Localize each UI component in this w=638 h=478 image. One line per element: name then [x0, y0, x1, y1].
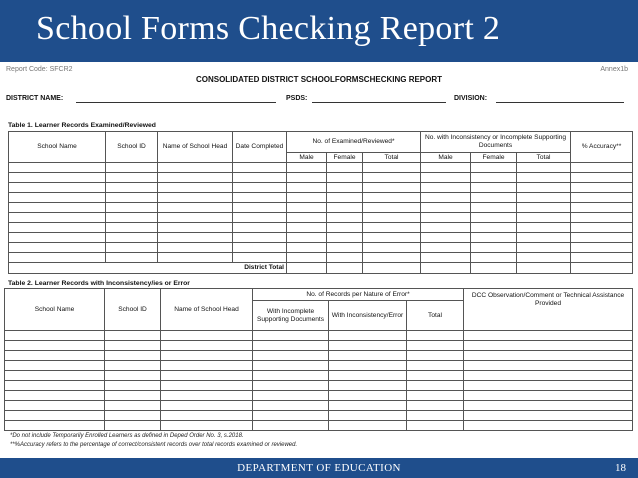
table-cell[interactable] — [571, 173, 633, 183]
table-row — [5, 351, 633, 361]
table-cell[interactable] — [329, 331, 407, 341]
table-cell[interactable] — [421, 223, 471, 233]
district-name-label: DISTRICT NAME: — [6, 95, 64, 102]
table-row — [5, 331, 633, 341]
table-cell[interactable] — [571, 233, 633, 243]
district-total-cell[interactable] — [327, 263, 363, 274]
table-row — [5, 371, 633, 381]
table-cell[interactable] — [253, 401, 329, 411]
table-cell[interactable] — [158, 233, 233, 243]
table-cell[interactable] — [106, 183, 158, 193]
table-cell[interactable] — [464, 361, 633, 371]
t2-header-school-name: School Name — [5, 289, 105, 331]
table-cell[interactable] — [329, 351, 407, 361]
table-cell[interactable] — [571, 223, 633, 233]
table-cell[interactable] — [158, 193, 233, 203]
table-cell[interactable] — [106, 213, 158, 223]
table-cell[interactable] — [471, 183, 517, 193]
table-cell[interactable] — [407, 341, 464, 351]
table-cell[interactable] — [421, 193, 471, 203]
table-cell[interactable] — [517, 233, 571, 243]
t1-header-examined: No. of Examined/Reviewed* — [287, 132, 421, 153]
table-cell[interactable] — [363, 253, 421, 263]
table-cell[interactable] — [327, 183, 363, 193]
table-cell[interactable] — [327, 173, 363, 183]
table-cell[interactable] — [9, 233, 106, 243]
table-row — [5, 361, 633, 371]
table-cell[interactable] — [158, 223, 233, 233]
table-row — [5, 381, 633, 391]
t1-header-female: Female — [471, 153, 517, 163]
table-cell[interactable] — [9, 173, 106, 183]
table-cell[interactable] — [9, 213, 106, 223]
table-row — [9, 213, 633, 223]
table-cell[interactable] — [571, 253, 633, 263]
table-row — [9, 163, 633, 173]
table-cell[interactable] — [421, 163, 471, 173]
table-cell[interactable] — [287, 233, 327, 243]
table-cell[interactable] — [9, 203, 106, 213]
table-cell[interactable] — [363, 193, 421, 203]
page-number: 18 — [615, 462, 626, 474]
table-cell[interactable] — [471, 213, 517, 223]
table-cell[interactable] — [464, 371, 633, 381]
table-cell[interactable] — [363, 213, 421, 223]
table-cell[interactable] — [363, 173, 421, 183]
table-row — [9, 223, 633, 233]
table-cell[interactable] — [327, 213, 363, 223]
table1-body — [9, 163, 633, 263]
table-cell[interactable] — [287, 253, 327, 263]
table-cell[interactable] — [471, 223, 517, 233]
slide-footer — [0, 458, 638, 478]
report-code: Report Code: SFCR2 — [6, 66, 73, 73]
table-cell[interactable] — [571, 243, 633, 253]
table-cell[interactable] — [407, 351, 464, 361]
t1-header-school-head: Name of School Head — [158, 132, 233, 163]
table-cell[interactable] — [287, 203, 327, 213]
table-cell[interactable] — [161, 341, 253, 351]
table-row — [9, 173, 633, 183]
table-cell[interactable] — [287, 223, 327, 233]
table-cell[interactable] — [158, 253, 233, 263]
table-cell[interactable] — [253, 381, 329, 391]
t1-header-male: Male — [421, 153, 471, 163]
table-cell[interactable] — [253, 361, 329, 371]
table-cell[interactable] — [517, 253, 571, 263]
table-cell[interactable] — [253, 391, 329, 401]
table-cell[interactable] — [287, 193, 327, 203]
table-cell[interactable] — [517, 213, 571, 223]
district-total-cell[interactable] — [287, 263, 327, 274]
table-cell[interactable] — [517, 183, 571, 193]
psds-line — [312, 102, 446, 103]
table-cell[interactable] — [5, 351, 105, 361]
table-cell[interactable] — [233, 233, 287, 243]
table-cell[interactable] — [5, 411, 105, 421]
table-row — [9, 193, 633, 203]
table-cell[interactable] — [407, 381, 464, 391]
table-cell[interactable] — [5, 391, 105, 401]
table-cell[interactable] — [471, 243, 517, 253]
table-cell[interactable] — [407, 421, 464, 431]
t1-header-total: Total — [517, 153, 571, 163]
table-cell[interactable] — [106, 173, 158, 183]
t1-header-school-name: School Name — [9, 132, 106, 163]
table-cell[interactable] — [105, 371, 161, 381]
table-cell[interactable] — [407, 371, 464, 381]
table-cell[interactable] — [407, 401, 464, 411]
table-cell[interactable] — [517, 243, 571, 253]
table-cell[interactable] — [571, 213, 633, 223]
table-cell[interactable] — [421, 203, 471, 213]
district-total-cell[interactable] — [421, 263, 471, 274]
table-cell[interactable] — [5, 361, 105, 371]
table-cell[interactable] — [407, 411, 464, 421]
table-cell[interactable] — [253, 351, 329, 361]
table-cell[interactable] — [571, 193, 633, 203]
table-cell[interactable] — [471, 163, 517, 173]
table-cell[interactable] — [517, 223, 571, 233]
table-cell[interactable] — [329, 411, 407, 421]
table-cell[interactable] — [161, 391, 253, 401]
table-cell[interactable] — [327, 223, 363, 233]
table-cell[interactable] — [5, 371, 105, 381]
table-cell[interactable] — [161, 421, 253, 431]
footer-department: DEPARTMENT OF EDUCATION — [237, 462, 401, 474]
table-cell[interactable] — [158, 243, 233, 253]
table-cell[interactable] — [363, 223, 421, 233]
table-cell[interactable] — [329, 421, 407, 431]
table-cell[interactable] — [517, 163, 571, 173]
table-cell[interactable] — [9, 243, 106, 253]
table-cell[interactable] — [106, 193, 158, 203]
t2-header-incomplete-docs: With Incomplete Supporting Documents — [253, 301, 329, 331]
table-cell[interactable] — [161, 401, 253, 411]
table-cell[interactable] — [253, 331, 329, 341]
table2-body — [5, 331, 633, 431]
t2-header-total: Total — [407, 301, 464, 331]
table-cell[interactable] — [105, 351, 161, 361]
table-cell[interactable] — [233, 173, 287, 183]
table-cell[interactable] — [471, 173, 517, 183]
table-cell[interactable] — [253, 421, 329, 431]
table-cell[interactable] — [464, 411, 633, 421]
table-cell[interactable] — [9, 223, 106, 233]
table-cell[interactable] — [329, 371, 407, 381]
table-cell[interactable] — [464, 381, 633, 391]
table-cell[interactable] — [233, 253, 287, 263]
table-row — [9, 183, 633, 193]
table-cell[interactable] — [407, 331, 464, 341]
t1-header-accuracy: % Accuracy** — [571, 132, 633, 163]
table-cell[interactable] — [327, 243, 363, 253]
slide-title-bar — [0, 0, 638, 62]
table-row — [5, 411, 633, 421]
footnote-2: **%Accuracy refers to the percentage of correct/consistent records over total records examined or reviewed. — [10, 442, 298, 448]
table-cell[interactable] — [106, 243, 158, 253]
table-cell[interactable] — [464, 351, 633, 361]
table-cell[interactable] — [327, 253, 363, 263]
table-row — [9, 233, 633, 243]
district-total-cell[interactable] — [471, 263, 517, 274]
table-cell[interactable] — [421, 243, 471, 253]
t2-header-school-head: Name of School Head — [161, 289, 253, 331]
t1-header-total: Total — [363, 153, 421, 163]
table-cell[interactable] — [5, 341, 105, 351]
table-cell[interactable] — [363, 243, 421, 253]
table-cell[interactable] — [233, 243, 287, 253]
table-cell[interactable] — [105, 401, 161, 411]
table-cell[interactable] — [517, 193, 571, 203]
table-cell[interactable] — [253, 371, 329, 381]
table-cell[interactable] — [421, 173, 471, 183]
division-label: DIVISION: — [454, 95, 488, 102]
table-cell[interactable] — [407, 361, 464, 371]
t1-header-male: Male — [287, 153, 327, 163]
table-cell[interactable] — [517, 173, 571, 183]
table-row — [5, 421, 633, 431]
table-cell[interactable] — [105, 391, 161, 401]
table-cell[interactable] — [327, 193, 363, 203]
slide-title: School Forms Checking Report 2 — [36, 10, 501, 47]
table-cell[interactable] — [464, 391, 633, 401]
t2-header-school-id: School ID — [105, 289, 161, 331]
table-cell[interactable] — [105, 331, 161, 341]
table-cell[interactable] — [233, 163, 287, 173]
table-row — [9, 253, 633, 263]
table-cell[interactable] — [421, 213, 471, 223]
table-cell[interactable] — [363, 203, 421, 213]
t1-header-female: Female — [327, 153, 363, 163]
table-cell[interactable] — [233, 223, 287, 233]
table-cell[interactable] — [287, 213, 327, 223]
table2 — [4, 288, 633, 431]
table-cell[interactable] — [5, 331, 105, 341]
table-cell[interactable] — [329, 391, 407, 401]
table-cell[interactable] — [471, 203, 517, 213]
table-cell[interactable] — [363, 163, 421, 173]
footnote-1: *Do not include Temporarily Enrolled Learners as defined in Deped Order No. 3, s.2018. — [10, 433, 244, 439]
district-total-label: District Total — [9, 263, 287, 274]
t2-header-dcc: DCC Observation/Comment or Technical Assistance Provided — [464, 289, 633, 331]
table1-label: Table 1. Learner Records Examined/Reviewed — [8, 122, 156, 129]
table-cell[interactable] — [287, 183, 327, 193]
table-cell[interactable] — [9, 183, 106, 193]
table-cell[interactable] — [161, 351, 253, 361]
table-cell[interactable] — [464, 341, 633, 351]
table-cell[interactable] — [161, 331, 253, 341]
table-row — [5, 341, 633, 351]
table-cell[interactable] — [9, 163, 106, 173]
table-cell[interactable] — [105, 381, 161, 391]
table-cell[interactable] — [363, 233, 421, 243]
table-cell[interactable] — [161, 361, 253, 371]
table-cell[interactable] — [158, 203, 233, 213]
table-cell[interactable] — [106, 233, 158, 243]
table-cell[interactable] — [105, 411, 161, 421]
table-cell[interactable] — [571, 163, 633, 173]
table-cell[interactable] — [464, 331, 633, 341]
table-cell[interactable] — [287, 163, 327, 173]
t2-header-nature-of-error: No. of Records per Nature of Error* — [253, 289, 464, 301]
district-name-line — [76, 102, 276, 103]
table-cell[interactable] — [233, 193, 287, 203]
table-cell[interactable] — [471, 253, 517, 263]
table-row — [5, 401, 633, 411]
t1-header-school-id: School ID — [106, 132, 158, 163]
table-cell[interactable] — [329, 341, 407, 351]
table-cell[interactable] — [158, 163, 233, 173]
table-cell[interactable] — [329, 401, 407, 411]
table-cell[interactable] — [329, 381, 407, 391]
psds-label: PSDS: — [286, 95, 308, 102]
table-cell[interactable] — [421, 233, 471, 243]
district-total-cell[interactable] — [571, 263, 633, 274]
table-cell[interactable] — [327, 233, 363, 243]
table-cell[interactable] — [105, 421, 161, 431]
table-cell[interactable] — [233, 183, 287, 193]
table-cell[interactable] — [464, 421, 633, 431]
table-row — [9, 203, 633, 213]
table-cell[interactable] — [5, 421, 105, 431]
table-cell[interactable] — [287, 173, 327, 183]
table-cell[interactable] — [464, 401, 633, 411]
t1-header-inconsistency: No. with Inconsistency or Incomplete Supporting Documents — [421, 132, 571, 153]
table-cell[interactable] — [106, 203, 158, 213]
table-cell[interactable] — [327, 163, 363, 173]
table-cell[interactable] — [161, 371, 253, 381]
table-cell[interactable] — [105, 361, 161, 371]
table-cell[interactable] — [363, 183, 421, 193]
table-cell[interactable] — [329, 361, 407, 371]
table-cell[interactable] — [9, 253, 106, 263]
table-cell[interactable] — [517, 203, 571, 213]
table-cell[interactable] — [105, 341, 161, 351]
table-cell[interactable] — [106, 163, 158, 173]
table-cell[interactable] — [571, 183, 633, 193]
table-cell[interactable] — [161, 411, 253, 421]
table-cell[interactable] — [233, 203, 287, 213]
division-line — [496, 102, 624, 103]
table-cell[interactable] — [106, 253, 158, 263]
table-cell[interactable] — [9, 193, 106, 203]
report-document — [0, 62, 638, 458]
report-title: CONSOLIDATED DISTRICT SCHOOLFORMSCHECKING REPORT — [195, 75, 443, 84]
table-cell[interactable] — [571, 203, 633, 213]
district-total-cell[interactable] — [363, 263, 421, 274]
table-row — [9, 243, 633, 253]
district-total-cell[interactable] — [517, 263, 571, 274]
t1-header-date-completed: Date Completed — [233, 132, 287, 163]
table-cell[interactable] — [106, 223, 158, 233]
table-cell[interactable] — [327, 203, 363, 213]
table-cell[interactable] — [233, 213, 287, 223]
table-cell[interactable] — [471, 193, 517, 203]
table-cell[interactable] — [158, 213, 233, 223]
table-cell[interactable] — [158, 173, 233, 183]
table-cell[interactable] — [421, 183, 471, 193]
table-cell[interactable] — [421, 253, 471, 263]
table-cell[interactable] — [407, 391, 464, 401]
table-cell[interactable] — [253, 411, 329, 421]
table-cell[interactable] — [5, 381, 105, 391]
table-cell[interactable] — [161, 381, 253, 391]
table-cell[interactable] — [253, 341, 329, 351]
table1 — [8, 131, 633, 274]
table-cell[interactable] — [5, 401, 105, 411]
table-cell[interactable] — [158, 183, 233, 193]
table2-label: Table 2. Learner Records with Inconsistency/ies or Error — [8, 280, 190, 287]
annex-label: Annex1b — [600, 66, 628, 73]
table-cell[interactable] — [287, 243, 327, 253]
table-row — [5, 391, 633, 401]
t2-header-with-inconsistency: With Inconsistency/Error — [329, 301, 407, 331]
table-cell[interactable] — [471, 233, 517, 243]
